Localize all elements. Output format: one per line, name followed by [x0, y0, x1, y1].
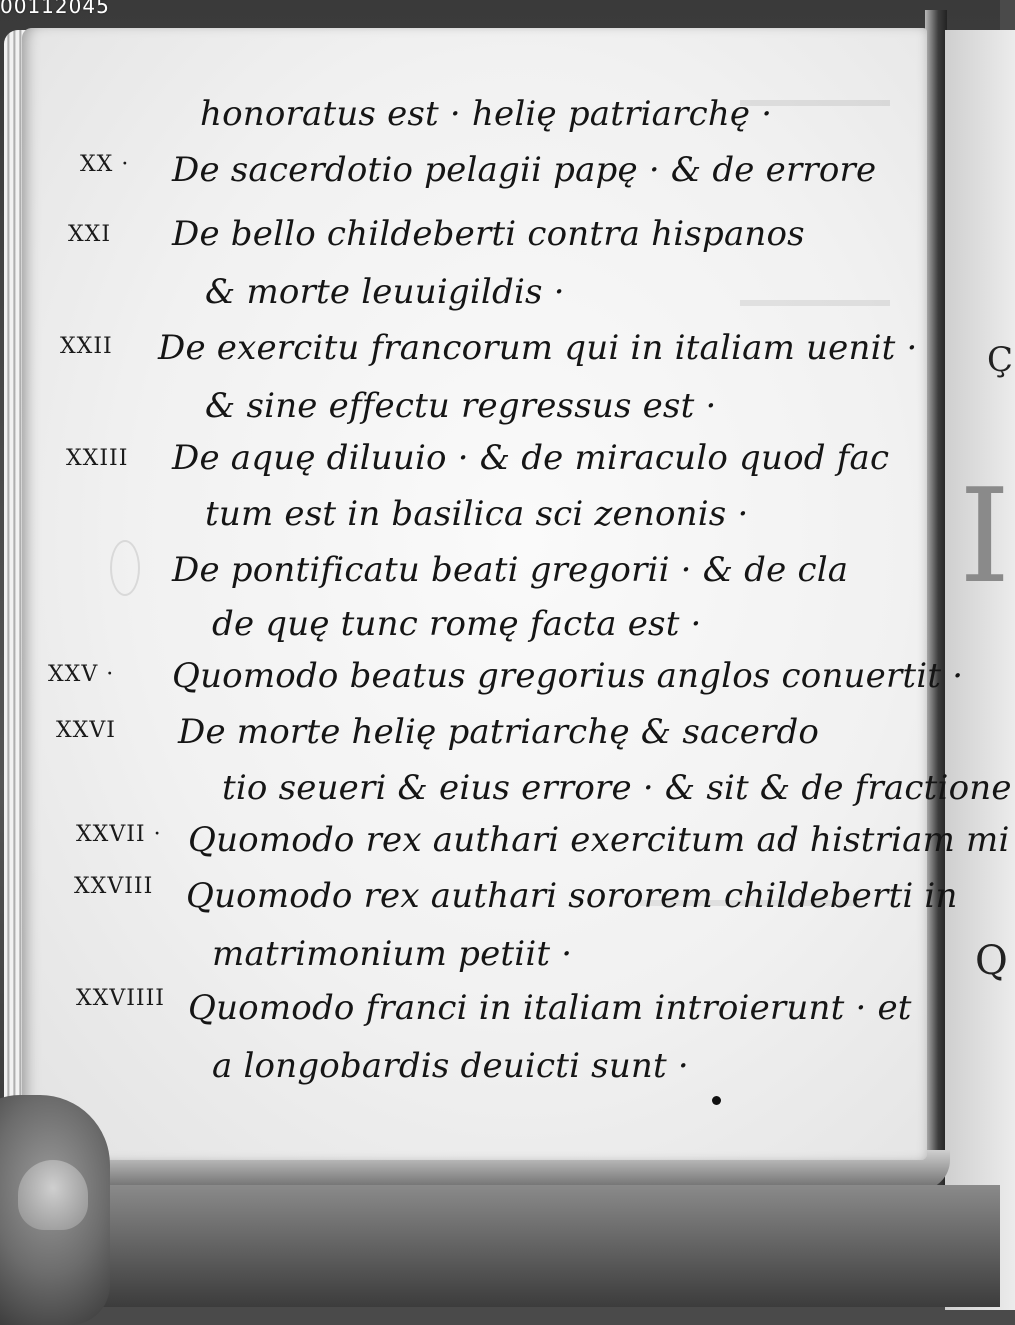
text-line: Quomodo rex authari sororem childeberti in	[186, 876, 958, 916]
facing-page-large-initial: I	[959, 460, 1011, 612]
text-line: & morte leuuigildis ·	[205, 272, 565, 312]
text-line: De bello childeberti contra hispanos	[172, 214, 805, 254]
image-id-label: 00112045	[0, 0, 110, 18]
chapter-number: XXV ·	[48, 662, 115, 687]
text-line: De morte helię patriarchę & sacerdo	[178, 712, 820, 752]
text-line: & sine effectu regressus est ·	[205, 386, 717, 426]
text-line: tum est in basilica sci zenonis ·	[205, 494, 749, 534]
facing-page-initial: Ç	[987, 340, 1014, 380]
chapter-number: XXVII ·	[76, 822, 162, 847]
chapter-number: XXVI	[56, 718, 116, 743]
chapter-number: XXVIIII	[76, 986, 165, 1011]
chapter-number: XXI	[68, 222, 112, 247]
text-line: De pontificatu beati gregorii · & de cla	[172, 550, 849, 590]
text-line: Quomodo beatus gregorius anglos conuertit ·	[172, 656, 964, 696]
text-line: De exercitu francorum qui in italiam uenit ·	[158, 328, 918, 368]
text-line: de quę tunc romę facta est ·	[212, 604, 702, 644]
facing-page-letter: Q	[975, 938, 1008, 984]
text-line: Quomodo franci in italiam introierunt · et	[188, 988, 912, 1028]
text-line: honoratus est · helię patriarchę ·	[200, 94, 773, 134]
chapter-number: XX ·	[80, 152, 130, 177]
chapter-number: XXVIII	[74, 874, 154, 899]
text-line: tio seueri & eius errore · & sit & de fractione	[222, 768, 1012, 808]
text-line: Quomodo rex authari exercitum ad histriam mi	[188, 820, 1010, 860]
faded-paragraph-mark	[110, 540, 140, 596]
bleed-through-mark	[740, 300, 890, 306]
text-line: matrimonium petiit ·	[212, 934, 573, 974]
book-gutter	[925, 10, 947, 1190]
text-line: a longobardis deuicti sunt ·	[212, 1046, 689, 1086]
chapter-number: XXIII	[66, 446, 129, 471]
ink-dot	[712, 1096, 721, 1105]
table-surface	[0, 1185, 1000, 1307]
text-line: De aquę diluuio · & de miraculo quod fac	[172, 438, 890, 478]
text-line: De sacerdotio pelagii papę · & de errore	[172, 150, 877, 190]
chapter-number: XXII	[60, 334, 113, 359]
thumbnail	[18, 1160, 88, 1230]
